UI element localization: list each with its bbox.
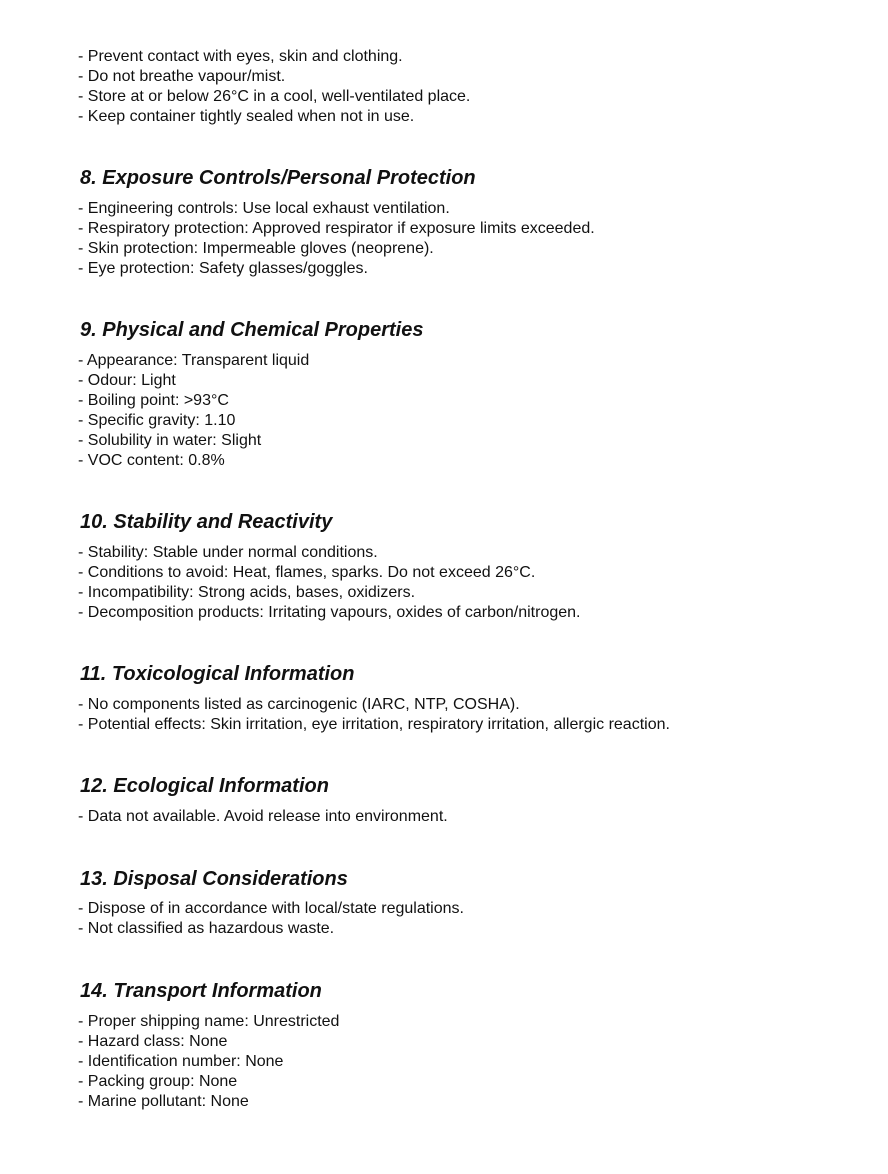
list-item: - Hazard class: None — [78, 1033, 228, 1050]
list-item: - Identification number: None — [78, 1053, 284, 1070]
list-item: - Do not breathe vapour/mist. — [78, 68, 286, 85]
list-item: - Data not available. Avoid release into environment. — [78, 808, 448, 825]
list-item: - Appearance: Transparent liquid — [78, 352, 310, 369]
list-item: - Proper shipping name: Unrestricted — [78, 1013, 340, 1030]
list-item: - Marine pollutant: None — [78, 1093, 249, 1110]
physical-properties-list — [78, 351, 858, 471]
list-item: - VOC content: 0.8% — [78, 452, 225, 469]
list-item: - Not classified as hazardous waste. — [78, 920, 335, 937]
list-item: - Boiling point: >93°C — [78, 392, 229, 409]
list-item: - Respiratory protection: Approved respirator if exposure limits exceeded. — [78, 220, 595, 237]
list-item: - Incompatibility: Strong acids, bases, oxidizers. — [78, 584, 416, 601]
exposure-controls-list — [78, 199, 858, 279]
stability-reactivity-list — [78, 543, 858, 623]
list-item: - Store at or below 26°C in a cool, well-ventilated place. — [78, 88, 471, 105]
list-item: - Potential effects: Skin irritation, eye irritation, respiratory irritation, allergic reaction. — [78, 716, 670, 733]
handling-storage-list — [78, 47, 858, 127]
section-heading-toxicological-information: 11. Toxicological Information — [80, 663, 355, 685]
section-heading-exposure-controls: 8. Exposure Controls/Personal Protection — [80, 167, 476, 189]
list-item: - Prevent contact with eyes, skin and clothing. — [78, 48, 403, 65]
list-item: - Stability: Stable under normal conditions. — [78, 544, 378, 561]
section-heading-physical-chemical-properties: 9. Physical and Chemical Properties — [80, 319, 424, 341]
list-item: - Packing group: None — [78, 1073, 238, 1090]
list-item: - Conditions to avoid: Heat, flames, sparks. Do not exceed 26°C. — [78, 564, 536, 581]
list-item: - Eye protection: Safety glasses/goggles. — [78, 260, 368, 277]
disposal-list — [78, 899, 858, 939]
list-item: - No components listed as carcinogenic (IARC, NTP, COSHA). — [78, 696, 520, 713]
ecological-list — [78, 807, 858, 827]
section-heading-stability-reactivity: 10. Stability and Reactivity — [80, 511, 333, 533]
list-item: - Decomposition products: Irritating vapours, oxides of carbon/nitrogen. — [78, 604, 581, 621]
section-heading-disposal-considerations: 13. Disposal Considerations — [80, 868, 348, 890]
list-item: - Odour: Light — [78, 372, 176, 389]
section-heading-ecological-information: 12. Ecological Information — [80, 775, 329, 797]
list-item: - Specific gravity: 1.10 — [78, 412, 236, 429]
section-heading-transport-information: 14. Transport Information — [80, 980, 322, 1002]
list-item: - Dispose of in accordance with local/state regulations. — [78, 900, 464, 917]
transport-list — [78, 1012, 858, 1112]
list-item: - Solubility in water: Slight — [78, 432, 262, 449]
list-item: - Engineering controls: Use local exhaust ventilation. — [78, 200, 450, 217]
list-item: - Keep container tightly sealed when not in use. — [78, 108, 415, 125]
toxicological-list — [78, 695, 858, 735]
list-item: - Skin protection: Impermeable gloves (neoprene). — [78, 240, 434, 257]
